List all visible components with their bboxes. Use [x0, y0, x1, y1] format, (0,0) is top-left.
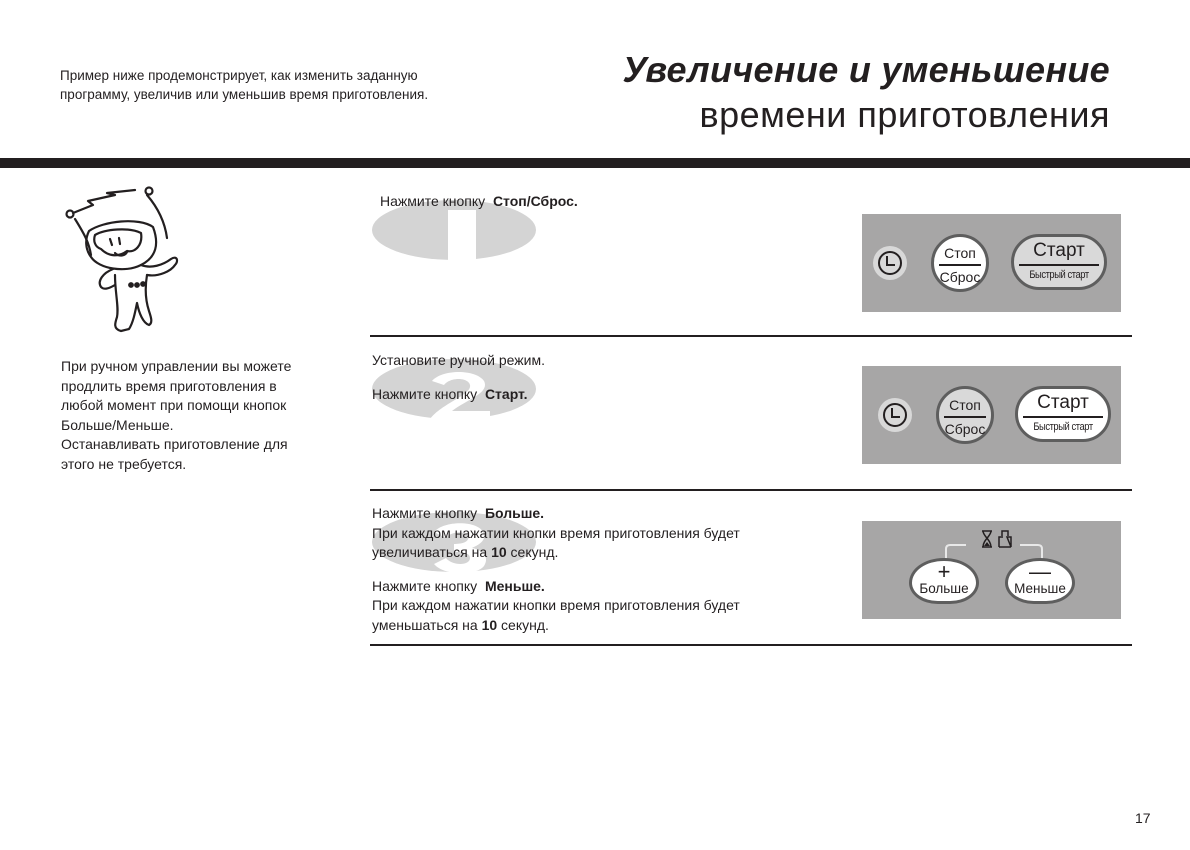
step-3: [370, 504, 1132, 635]
step-2: [370, 351, 1132, 404]
side-note: При ручном управлении вы можете продлить время приготовления в любой момент при помощи кнопок Больше/Меньше. Останавливать приготовление для этого не требуется.: [61, 358, 292, 472]
decrement-value: 10: [481, 616, 498, 633]
intro-text: Пример ниже продемонстрирует, как изменить заданную программу, увеличив или уменьшив время приготовления.: [60, 68, 429, 102]
stop-reset-button[interactable]: Стоп Сброс: [931, 234, 989, 292]
title-line-1: Увеличение и уменьшение: [622, 49, 1110, 90]
page-number: 17: [1135, 810, 1151, 826]
title-line-2: времени приготовления: [699, 94, 1110, 135]
control-panel-step-1: [862, 214, 1121, 312]
start-quickstart-button[interactable]: Старт Быстрый старт: [1011, 234, 1107, 290]
step-divider: [370, 335, 1132, 337]
step-1: [370, 192, 1132, 212]
mascot-illustration: [55, 183, 195, 343]
more-button[interactable]: + Больше: [909, 558, 979, 604]
step-3-instruction: Нажмите кнопку Больше. При каждом нажатии кнопки время приготовления будет увеличиваться на 10 секунд. Нажмите кнопку Меньше. При каждом нажатии кнопки время приготовления будет уменьшаться на 10 секунд.: [372, 505, 740, 633]
page-title: [622, 48, 1110, 138]
step-1-instruction: Нажмите кнопку Стоп/Сброс.: [380, 193, 578, 209]
step-divider: [370, 489, 1132, 491]
step-2-instruction: Установите ручной режим. Нажмите кнопку Старт.: [372, 352, 545, 402]
more-label: Больше.: [484, 505, 545, 521]
clock-button[interactable]: [873, 246, 907, 280]
step-divider: [370, 644, 1132, 646]
start-label: Старт.: [484, 385, 528, 402]
increment-value: 10: [491, 544, 507, 560]
stop-reset-label: Стоп/Сброс.: [492, 193, 578, 209]
less-label: Меньше.: [484, 577, 545, 594]
header-divider-bar: [0, 158, 1190, 168]
clock-icon: [877, 250, 903, 276]
stop-reset-button[interactable]: Стоп Сброс: [936, 386, 994, 444]
clock-icon: [882, 402, 908, 428]
minus-icon: —: [1029, 559, 1051, 584]
start-quickstart-button[interactable]: Старт Быстрый старт: [1015, 386, 1111, 442]
plus-icon: +: [937, 559, 951, 584]
less-button[interactable]: — Меньше: [1005, 558, 1075, 604]
